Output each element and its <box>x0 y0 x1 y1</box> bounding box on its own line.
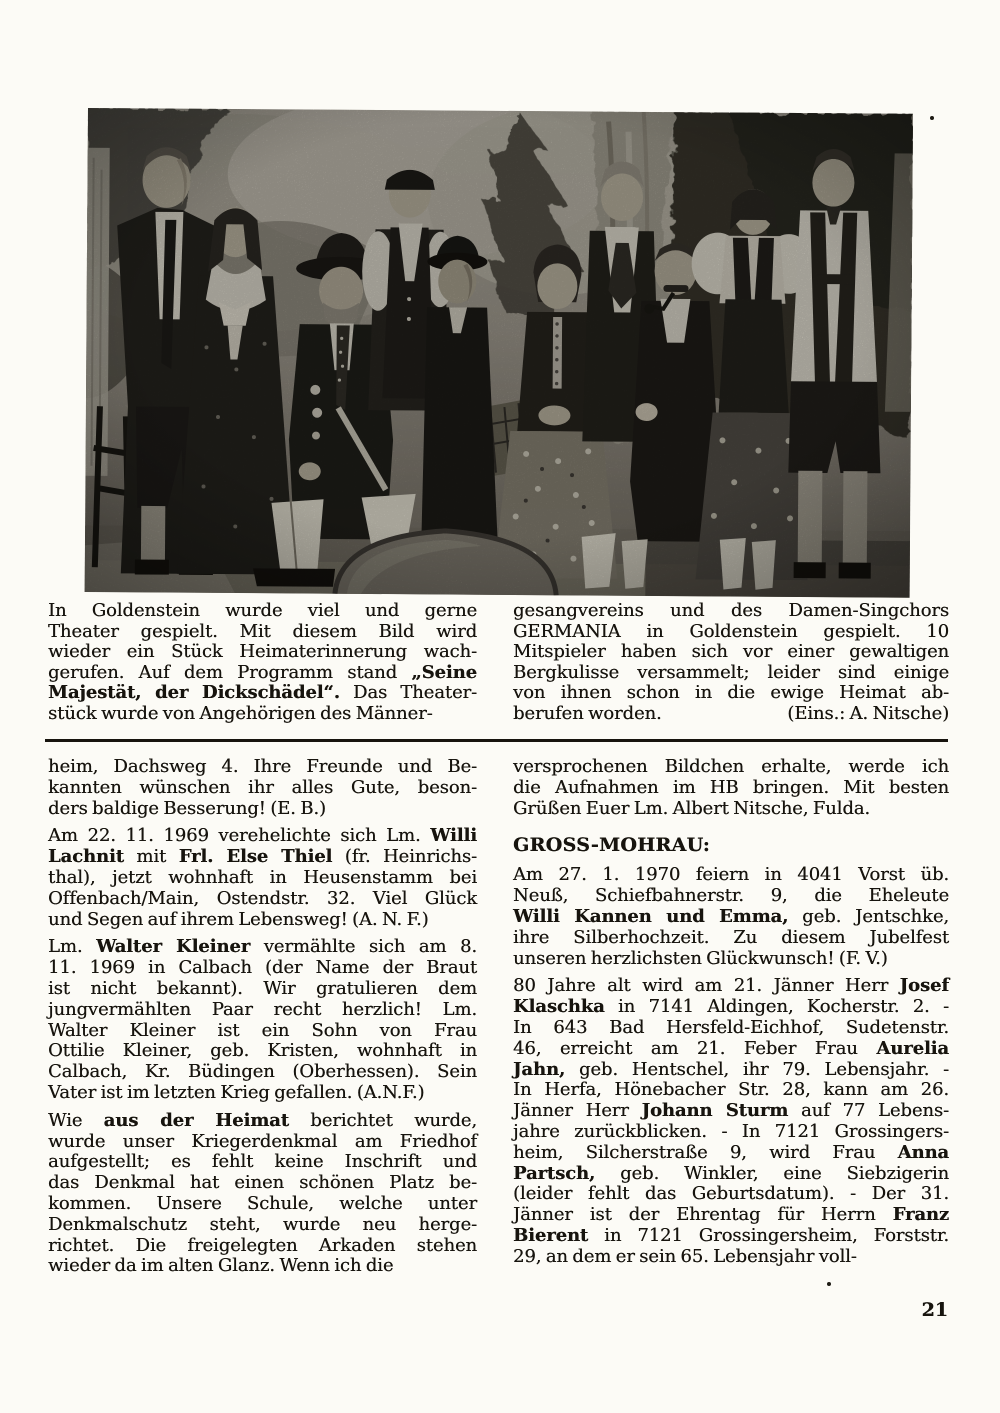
text-line: Bergkulisse versammelt; leider sind einige <box>513 661 949 683</box>
text-line: unseren herzlichsten Glückwunsch! (F. V.) <box>513 947 888 969</box>
text-line: Vater ist im letzten Krieg gefallen. (A.N.F.) <box>48 1081 425 1103</box>
text-line: heim, Silcherstraße 9, wird Frau Anna <box>513 1141 949 1163</box>
text-line: kommen. Unsere Schule, welche unter <box>48 1192 477 1214</box>
text-line: Grüßen Euer Lm. Albert Nitsche, Fulda. <box>513 797 870 819</box>
text-line: GERMANIA in Goldenstein gespielt. 10 <box>513 620 949 642</box>
text-line: Willi Kannen und Emma, geb. Jentschke, <box>513 905 950 927</box>
paragraph <box>48 826 477 930</box>
page-number: 21 <box>921 1299 948 1321</box>
text-line: Calbach, Kr. Büdingen (Oberhessen). Sein <box>48 1061 477 1083</box>
text-line: Jänner Herr Johann Sturm auf 77 Lebens- <box>513 1100 949 1122</box>
section-heading: GROSS-MOHRAU: <box>513 834 711 857</box>
text-line: richtet. Die freigelegten Arkaden stehen <box>48 1234 477 1256</box>
text-line: heim, Dachsweg 4. Ihre Freunde und Be- <box>48 756 477 777</box>
text-line: kannten wünschen ihr alles Gute, beson- <box>48 776 477 798</box>
text-line: Theater gespielt. Mit diesem Bild wird <box>48 620 477 642</box>
text-line: wurde unser Kriegerdenkmal am Friedhof <box>48 1130 477 1152</box>
text-line: ihre Silberhochzeit. Zu diesem Jubelfest <box>513 926 949 948</box>
text-line: gesangvereins und des Damen-Singchors <box>513 600 949 621</box>
paragraph <box>48 757 477 819</box>
text-line: berufen worden. (Eins.: A. Nitsche) <box>513 702 949 724</box>
text-line: Neuß, Schiefbahnerstr. 9, die Eheleute <box>513 885 949 907</box>
caption-right-column <box>513 601 949 724</box>
text-line: jungvermählten Paar recht herzlich! Lm. <box>48 998 477 1020</box>
text-line: von ihnen schon in die ewige Heimat ab- <box>513 682 949 703</box>
text-line: Jahn, geb. Hentschel, ihr 79. Lebensjahr. - <box>513 1058 949 1080</box>
text-line: Walter Kleiner ist ein Sohn von Frau <box>48 1019 477 1041</box>
text-line: Bierent in 7121 Grossingersheim, Forststr. <box>513 1224 949 1246</box>
text-line: In Herfa, Hönebacher Str. 28, kann am 26. <box>513 1079 949 1101</box>
theater-group-photo <box>85 108 913 598</box>
text-line: die Aufnahmen im HB bringen. Mit besten <box>513 776 949 798</box>
paragraph <box>513 976 949 1267</box>
paragraph <box>48 937 477 1103</box>
text-line: Wie aus der Heimat berichtet wurde, <box>48 1109 477 1131</box>
text-line: Majestät, der Dickschädel“. Das Theater- <box>48 682 477 703</box>
text-line: Am 22. 11. 1969 verehelichte sich Lm. Willi <box>48 825 477 847</box>
text-line: ders baldige Besserung! (E. B.) <box>48 797 326 819</box>
paragraph <box>513 757 949 819</box>
text-line: Denkmalschutz steht, wurde neu herge- <box>48 1213 477 1235</box>
text-line: Lachnit mit Frl. Else Thiel (fr. Heinrichs- <box>48 846 477 868</box>
photo-canvas <box>85 108 913 598</box>
text-line: Jänner ist der Ehrentag für Herrn Franz <box>513 1204 949 1226</box>
text-line: Am 27. 1. 1970 feiern in 4041 Vorst üb. <box>513 864 949 886</box>
text-line: ist nicht bekannt). Wir gratulieren dem <box>48 977 477 999</box>
body-left-column <box>48 757 477 1277</box>
text-line: gerufen. Auf dem Programm stand „Seine <box>48 661 477 683</box>
text-line: stück wurde von Angehörigen des Männer- <box>48 702 433 724</box>
text-line: 11. 1969 in Calbach (der Name der Braut <box>48 957 477 979</box>
scan-speck <box>930 116 934 120</box>
paragraph <box>48 1111 477 1277</box>
text-line: versprochenen Bildchen erhalte, werde ich <box>513 756 949 777</box>
text-line: aufgestellt; es fehlt keine Inschrift und <box>48 1151 477 1173</box>
text-line: wieder ein Stück Heimaterinnerung wach- <box>48 641 477 662</box>
text-line: In 643 Bad Hersfeld-Eichhof, Sudetenstr. <box>513 1016 949 1038</box>
text-line: und Segen auf ihrem Lebensweg! (A. N. F.) <box>48 908 429 930</box>
text-line: das Denkmal hat einen schönen Platz be- <box>48 1172 477 1194</box>
text-line: Ottilie Kleiner, geb. Kristen, wohnhaft in <box>48 1040 477 1062</box>
body-right-column <box>513 757 949 1268</box>
caption-left-column <box>48 601 477 724</box>
text-line: Lm. Walter Kleiner vermählte sich am 8. <box>48 936 477 958</box>
text-line: 80 Jahre alt wird am 21. Jänner Herr Josef <box>513 975 949 997</box>
paragraph <box>513 865 949 969</box>
text-line: (leider fehlt das Geburtsdatum). - Der 31. <box>513 1183 949 1205</box>
text-line: wieder da im alten Glanz. Wenn ich die <box>48 1255 394 1277</box>
text-line: In Goldenstein wurde viel und gerne <box>48 600 477 621</box>
text-line: jahre zurückblicken. - In 7121 Grossingers- <box>513 1120 949 1142</box>
text-line: 29, an dem er sein 65. Lebensjahr voll- <box>513 1245 857 1267</box>
section-divider-rule <box>45 739 948 742</box>
text-line: Mitspieler haben sich vor einer gewaltigen <box>513 641 949 662</box>
text-line: 46, erreicht am 21. Feber Frau Aurelia <box>513 1037 949 1059</box>
scan-speck <box>827 1282 831 1286</box>
text-line: thal), jetzt wohnhaft in Heusenstamm bei <box>48 866 477 888</box>
text-line: Offenbach/Main, Ostendstr. 32. Viel Glück <box>48 887 477 909</box>
text-line: Partsch, geb. Winkler, eine Siebzigerin <box>513 1162 949 1184</box>
text-line: Klaschka in 7141 Aldingen, Kocherstr. 2. - <box>513 996 949 1018</box>
